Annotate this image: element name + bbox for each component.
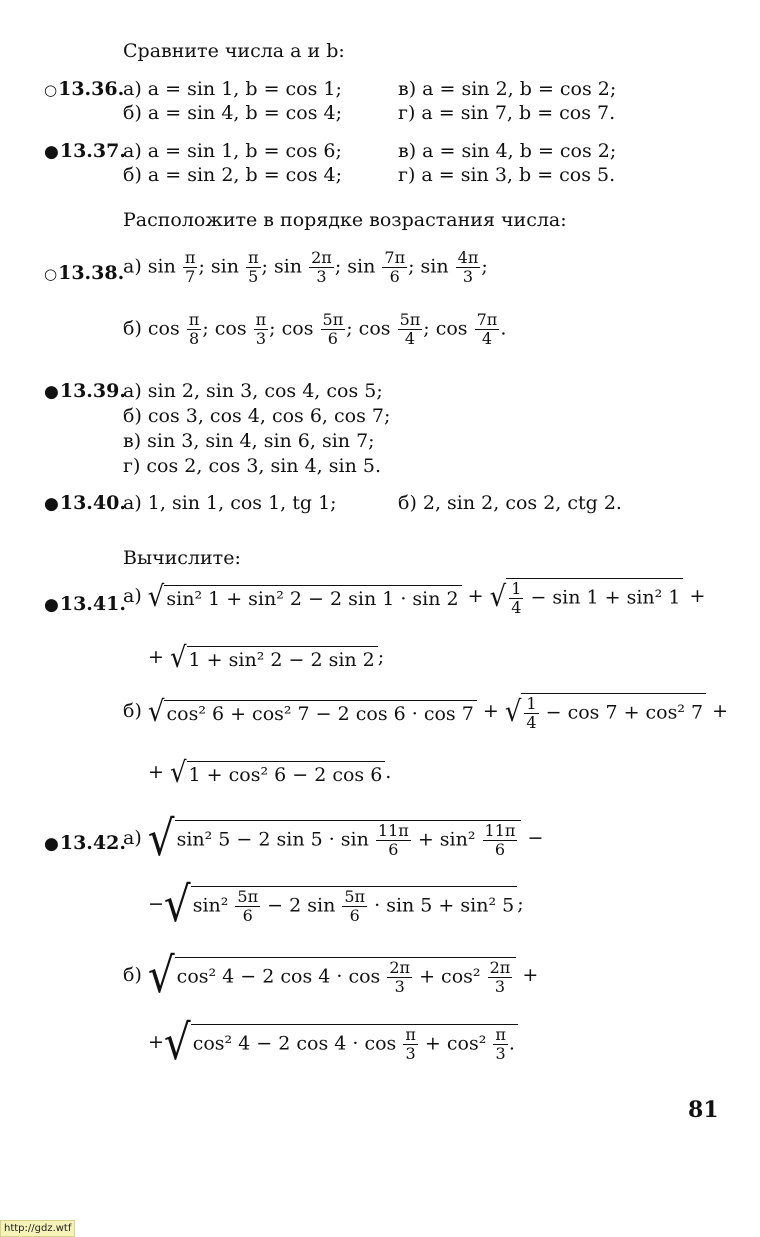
filled-circle-icon: ● [44, 142, 59, 162]
problem-13-42-a-line1: а) √ sin² 5 − 2 sin 5 · sin $\frac{11\pi}{6}$ + sin² $\frac{11\pi}{6}$ − [123, 810, 544, 867]
filled-circle-icon: ● [44, 494, 59, 514]
problem-13-39-g: г) cos 2, cos 3, sin 4, sin 5. [123, 455, 381, 477]
problem-13-40-b: б) 2, sin 2, cos 2, ctg 2. [398, 492, 622, 514]
problem-13-38-number: ○13.38. [44, 262, 125, 284]
problem-13-37-g: г) a = sin 3, b = cos 5. [398, 164, 616, 186]
problem-13-37-a: а) a = sin 1, b = cos 6; [123, 140, 342, 162]
problem-13-41-a-line2: + √ 1 + sin² 2 − 2 sin 2 ; [148, 641, 385, 675]
problem-13-36-number: ○13.36. [44, 78, 125, 100]
open-circle-icon: ○ [44, 265, 58, 283]
problem-13-41-a-line1: а) √ sin² 1 + sin² 2 − 2 sin 1 · sin 2 + √ $\frac{1}{4}$ − sin 1 + sin² 1 + [123, 579, 706, 617]
problem-13-40-number: ●13.40. [44, 492, 126, 514]
heading-compute: Вычислите: [123, 547, 241, 569]
problem-13-38-a: а) sin $\frac{\pi}{7}$ ; sin $\frac{\pi}{5}$ ; sin $\frac{2\pi}{3}$ ; sin $\frac{7\pi}{6}$ ; sin $\frac{4\pi}{3}$ ; [123, 248, 488, 286]
filled-circle-icon: ● [44, 382, 59, 402]
problem-13-39-number: ●13.39. [44, 380, 126, 402]
watermark-link[interactable]: http://gdz.wtf [0, 1220, 75, 1237]
filled-circle-icon: ● [44, 595, 59, 615]
heading-order: Расположите в порядке возрастания числа: [123, 209, 567, 231]
problem-13-38-b: б) cos $\frac{\pi}{8}$ ; cos $\frac{\pi}{3}$ ; cos $\frac{5\pi}{6}$ ; cos $\frac{5\pi}{4}$ ; cos $\frac{7\pi}{4}$ . [123, 310, 507, 348]
problem-13-41-b-line1: б) √ cos² 6 + cos² 7 − 2 cos 6 · cos 7 + √ $\frac{1}{4}$ − cos 7 + cos² 7 + [123, 694, 729, 732]
heading-compare: Сравните числа a и b: [123, 40, 345, 62]
problem-13-41-number: ●13.41. [44, 593, 126, 615]
problem-13-37-number: ●13.37. [44, 140, 126, 162]
page-number: 81 [688, 1097, 719, 1123]
problem-13-42-b-line1: б) √ cos² 4 − 2 cos 4 · cos $\frac{2\pi}{3}$ + cos² $\frac{2\pi}{3}$ + [123, 947, 539, 1004]
problem-13-42-a-line2: −√ sin² $\frac{5\pi}{6}$ − 2 sin $\frac{5\pi}{6}$ · sin 5 + sin² 5 ; [148, 876, 524, 933]
problem-13-40-a: а) 1, sin 1, cos 1, tg 1; [123, 492, 337, 514]
problem-13-36-a: а) a = sin 1, b = cos 1; [123, 78, 342, 100]
problem-13-36-g: г) a = sin 7, b = cos 7. [398, 102, 616, 124]
problem-13-36-v: в) a = sin 2, b = cos 2; [398, 78, 617, 100]
problem-13-39-b: б) cos 3, cos 4, cos 6, cos 7; [123, 405, 391, 427]
problem-13-37-b: б) a = sin 2, b = cos 4; [123, 164, 343, 186]
problem-13-37-v: в) a = sin 4, b = cos 2; [398, 140, 617, 162]
problem-13-42-number: ●13.42. [44, 832, 126, 854]
problem-13-42-b-line2: +√ cos² 4 − 2 cos 4 · cos $\frac{\pi}{3}$ + cos² $\frac{\pi}{3}$ . [148, 1022, 518, 1064]
open-circle-icon: ○ [44, 81, 58, 99]
problem-13-39-v: в) sin 3, sin 4, sin 6, sin 7; [123, 430, 375, 452]
problem-13-39-a: а) sin 2, sin 3, cos 4, cos 5; [123, 380, 383, 402]
problem-13-36-b: б) a = sin 4, b = cos 4; [123, 102, 343, 124]
filled-circle-icon: ● [44, 834, 59, 854]
problem-13-41-b-line2: + √ 1 + cos² 6 − 2 cos 6 . [148, 756, 392, 790]
